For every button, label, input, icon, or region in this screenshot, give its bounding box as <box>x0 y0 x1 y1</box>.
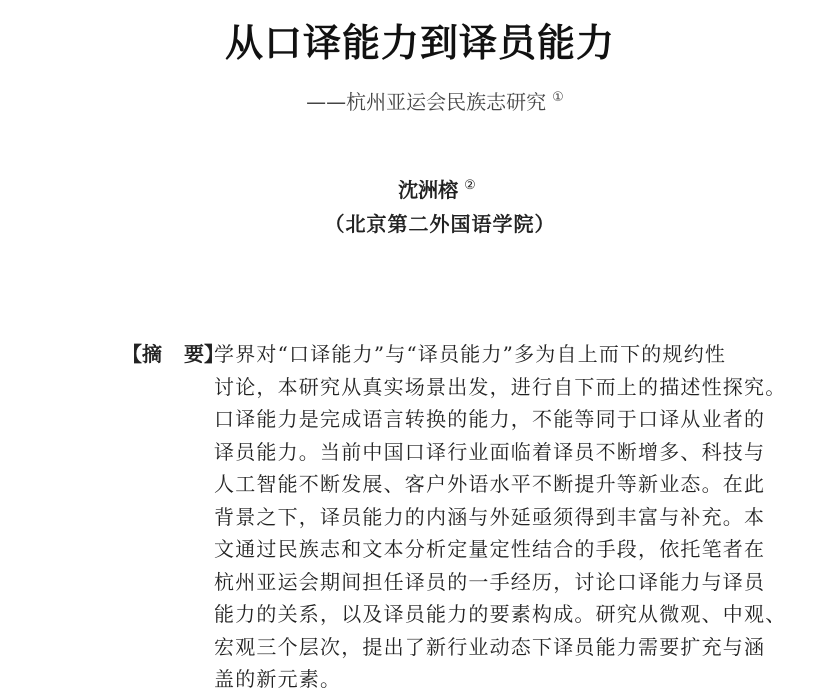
abstract-line: 杭州亚运会期间担任译员的一手经历，讨论口译能力与译员 <box>214 569 766 594</box>
abstract-label <box>122 338 224 371</box>
abstract-line: 文通过民族志和文本分析定量定性结合的手段，依托笔者在 <box>214 537 766 561</box>
abstract-label-close: 要】 <box>184 342 224 366</box>
author-affiliation: （北京第二外国语学院） <box>324 212 556 236</box>
subtitle-text: ——杭州亚运会民族志研究 <box>306 90 547 114</box>
abstract-line: 能力的关系，以及译员能力的要素构成。研究从微观、中观、 <box>214 602 787 626</box>
abstract-line: 人工智能不断发展、客户外语水平不断提升等新业态。在此 <box>214 472 766 496</box>
author-footnote-marker: ② <box>464 178 476 193</box>
abstract-line: 口译能力是完成语言转换的能力，不能等同于口译从业者的 <box>214 407 766 431</box>
abstract-line: 背景之下，译员能力的内涵与外延亟须得到丰富与补充。本 <box>214 504 766 529</box>
abstract-line: 译员能力。当前中国口译行业面临着译员不断增多、科技与 <box>214 439 766 464</box>
abstract-line: 学界对“口译能力”与“译员能力”多为自上而下的规约性 <box>214 342 727 366</box>
abstract-line: 讨论，本研究从真实场景出发，进行自下而上的描述性探究。 <box>214 374 787 399</box>
subtitle-footnote-marker: ① <box>552 90 564 105</box>
abstract-body <box>214 338 787 696</box>
author-line <box>0 174 840 203</box>
abstract-line: 宏观三个层次，提出了新行业动态下译员能力需要扩充与涵 <box>214 634 766 659</box>
paper-title: 从口译能力到译员能力 <box>224 20 615 65</box>
abstract-label-open: 【摘 <box>122 342 162 366</box>
paper-subtitle <box>0 86 840 115</box>
abstract-line: 盖的新元素。 <box>214 667 342 691</box>
author-name: 沈洲榕 <box>398 178 459 202</box>
